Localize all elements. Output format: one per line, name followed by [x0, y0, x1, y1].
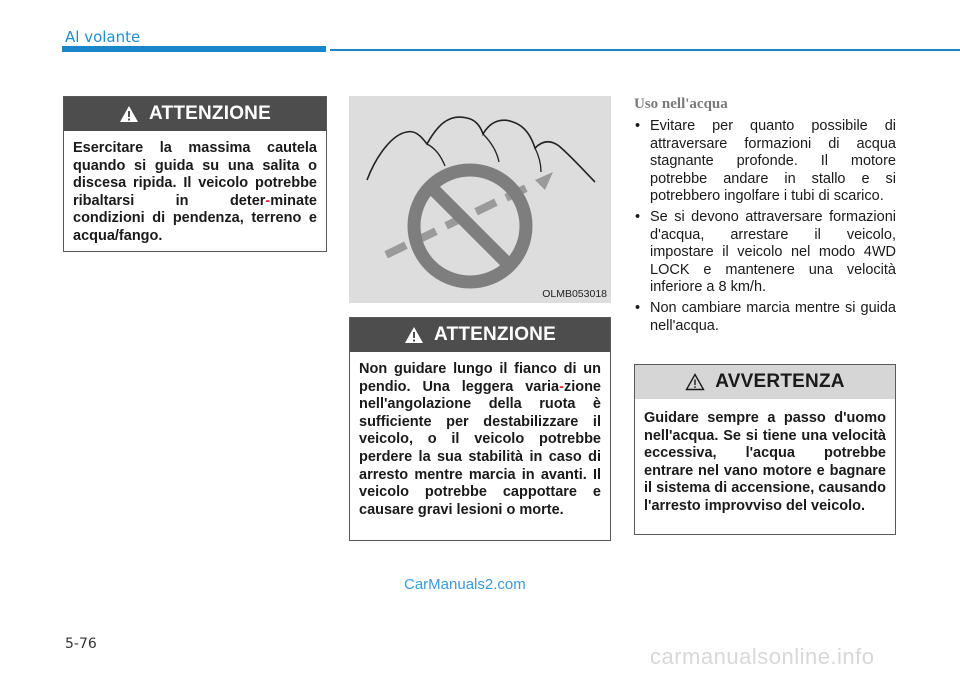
watermark-text: carmanualsonline.info [650, 644, 875, 669]
caution-text-part: zione nell'angolazione della ruota è sufficiente per destabilizzare il veicolo, o il veicolo potrebbe perdere la sua stabilità in caso di arresto mentre marcia in avanti. Il veicolo potrebbe cappottare e causare gravi lesioni o morte. [359, 378, 601, 518]
warning-box-right [634, 364, 896, 535]
hill-prohibition-drawing [349, 96, 611, 303]
caution-text-part: Esercitare la massima cautela quando si guida su una salita o discesa ripida. Il veicolo potrebbe ribaltarsi in deter [73, 140, 317, 209]
caution-text [350, 352, 610, 529]
section-title: Al volante [65, 28, 141, 46]
warning-text: Guidare sempre a passo d'uomo nell'acqua. Se si tiene una velocità eccessiva, l'acqua potrebbe entrare nel vano motore e bagnare il sistema di accensione, causando l'arresto improvviso del veicolo. [644, 410, 886, 514]
figure-code: OLMB053018 [542, 288, 607, 300]
header-rule-thin [330, 49, 960, 51]
warning-header [635, 365, 895, 399]
caution-box-middle [349, 317, 611, 541]
caution-box-left [63, 96, 327, 252]
list-item: • Non cambiare marcia mentre si guida nell'acqua. [634, 300, 896, 335]
prohibition-illustration [349, 96, 611, 303]
warning-title: AVVERTENZA [715, 371, 845, 392]
water-bullet-list [634, 118, 896, 338]
header-rule-thick [62, 46, 326, 52]
list-item: • Evitare per quanto possibile di attraversare formazioni di acqua stagnante profonde. Il motore potrebbe andare in stallo e si potrebbero ingolfare i tubi di scarico. [634, 118, 896, 206]
hyphen-mark: - [265, 192, 271, 209]
hyphen-mark: - [559, 378, 564, 395]
caution-header [64, 97, 326, 131]
section-subheading: Uso nell'acqua [634, 96, 728, 112]
warning-triangle-icon [119, 105, 139, 123]
page-number: 5-76 [65, 636, 97, 652]
caution-title: ATTENZIONE [434, 324, 556, 345]
caution-title: ATTENZIONE [149, 103, 271, 124]
watermark-link[interactable]: CarManuals2.com [404, 576, 526, 593]
caution-header [350, 318, 610, 352]
no-entry-sign-icon [414, 170, 526, 282]
caution-text-part: minate condizioni di pendenza, terreno e acqua/fango. [73, 192, 317, 244]
warning-triangle-icon [685, 373, 705, 391]
warning-triangle-icon [404, 326, 424, 344]
caution-text-part: Non guidare lungo il fianco di un pendio. Una leggera varia [359, 361, 601, 395]
caution-text [64, 131, 326, 256]
list-item: • Se si devono attraversare formazioni d'acqua, arrestare il veicolo, impostare il veicolo nel modo 4WD LOCK e mantenere una velocità inferiore a 8 km/h. [634, 209, 896, 297]
